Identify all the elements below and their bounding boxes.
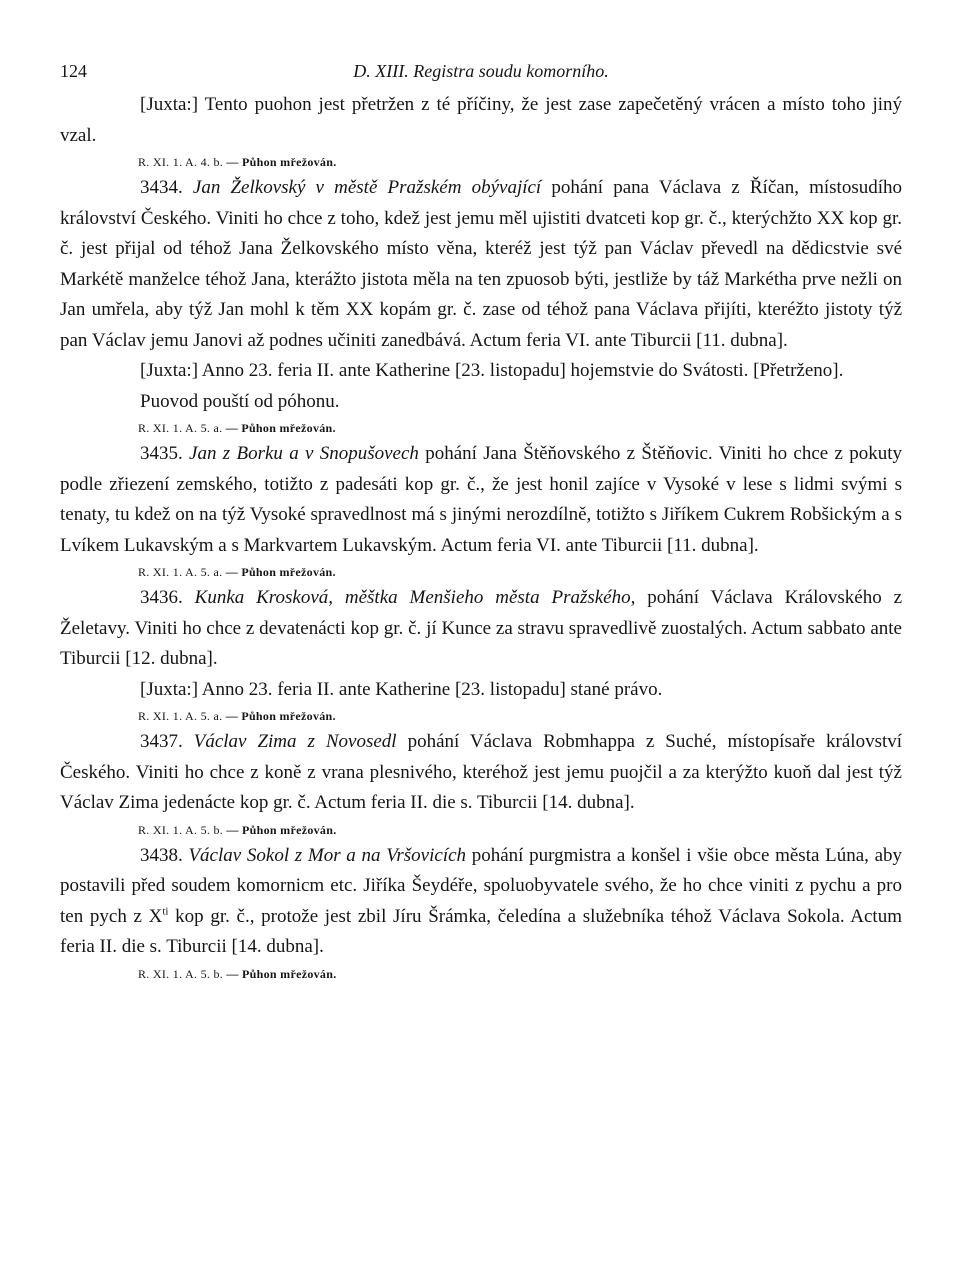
entry-text: pohání Václava Královského z Želetavy. Viniti ho chce z devatenácti kop gr. č. jí Kunce za stravu spravedlivě zuostalých. Actum sabbato ante Tiburcii [12. dubna]. bbox=[60, 587, 903, 669]
page-header bbox=[60, 56, 902, 90]
ref-siglum: R. XI. 1. A. 5. a. bbox=[138, 709, 223, 723]
archival-reference bbox=[60, 705, 902, 727]
entry-party: Kunka Krosková, měštka Menšieho města Pražského, bbox=[194, 587, 636, 608]
ref-siglum: R. XI. 1. A. 4. b. bbox=[138, 155, 224, 169]
entry-number: 3436. bbox=[140, 587, 183, 608]
entry-note: Puovod pouští od póhonu. bbox=[140, 390, 340, 412]
entry-party: Jan Želkovský v městě Pražském obývající bbox=[192, 177, 542, 198]
ref-note: — Půhon mřežován. bbox=[226, 822, 337, 837]
entry-party: Jan z Borku a v Snopušovech bbox=[189, 443, 419, 464]
entry-number: 3437. bbox=[140, 731, 183, 752]
archival-reference bbox=[60, 819, 902, 841]
entry-party: Václav Sokol z Mor a na Vršovicích bbox=[188, 844, 467, 866]
entry-text: pohání purgmistra a konšel i všie obce města Lúna, aby postavili před soudem komornicm etc. Jiříka Šeydéře, spoluobyvatele svého, že ho chce viniti z pychu a pro ten pych z X bbox=[60, 844, 903, 927]
document-page bbox=[60, 56, 902, 985]
entry-text: pohání Jana Štěňovského z Štěňovic. Viniti ho chce z pokuty podle zřiezení zemského, totižto z padesáti kop gr. č., že jest honil zajíce v Vysoké v lese s lidmi svými s tenaty, tu kdež on na týž Vysoké spravedlnost má s jinými nerozdílně, totižto s Jiříkem Cukrem Robšickým a s Lvíkem Lukavským a s Markvartem Lukavským. Actum feria VI. ante Tiburcii [11. dubna]. bbox=[60, 443, 902, 556]
running-title: D. XIII. Registra soudu komorního. bbox=[353, 61, 609, 81]
ref-note: — Půhon mřežován. bbox=[226, 966, 337, 981]
ref-note: — Půhon mřežován. bbox=[225, 709, 336, 723]
archival-reference bbox=[60, 963, 902, 985]
archival-reference bbox=[60, 417, 902, 439]
entry-3436 bbox=[60, 583, 902, 675]
entry-number: 3435. bbox=[140, 443, 183, 464]
ref-siglum: R. XI. 1. A. 5. b. bbox=[138, 822, 224, 837]
page-number: 124 bbox=[60, 61, 87, 81]
entry-number: 3438. bbox=[140, 844, 183, 866]
entry-number: 3434. bbox=[140, 177, 183, 198]
entry-3434 bbox=[60, 173, 902, 356]
ref-note: — Půhon mřežován. bbox=[225, 565, 336, 579]
ref-note: — Půhon mřežován. bbox=[226, 155, 337, 169]
ref-note: — Půhon mřežován. bbox=[225, 421, 336, 435]
ref-siglum: R. XI. 1. A. 5. a. bbox=[138, 565, 223, 579]
entry-3437 bbox=[60, 727, 902, 819]
intro-paragraph: [Juxta:] Tento puohon jest přetržen z té příčiny, že jest zase zapečetěný vrácen a místo toho jiný vzal. bbox=[60, 94, 902, 146]
ref-siglum: R. XI. 1. A. 5. a. bbox=[138, 421, 223, 435]
ref-siglum: R. XI. 1. A. 5. b. bbox=[138, 966, 224, 981]
archival-reference bbox=[60, 561, 902, 583]
entry-text-continued: kop gr. č., protože jest zbil Jíru Šrámka, čeledína a služebníka téhož Václava Sokola. Actum feria II. die s. Tiburcii [14. dubna]. bbox=[60, 905, 902, 957]
archival-reference bbox=[60, 151, 902, 173]
entry-text: pohání pana Václava z Říčan, místosudího království Českého. Viniti ho chce z toho, kdež jest jemu měl ujistiti dvatceti kop gr. č., kterýchžto XX kop gr. č. jest přijal od téhož Jana Želkovského místo věna, kteréž jest týž pan Václav převedl na dědicstvie své Markétě manželce téhož Jana, kterážto jistota měla na ten zpuosob býti, jestliže by táž Markétha prve nežli on Jan umřela, aby týž Jan mohl k těm XX kopám gr. č. zase od téhož pana Václava přijíti, kteréžto jistoty týž pan Václav jemu Janovi až podnes učiniti zanedbává. Actum feria VI. ante Tiburcii [11. dubna]. bbox=[60, 177, 903, 351]
entry-3438 bbox=[60, 841, 902, 963]
entry-note: [Juxta:] Anno 23. feria II. ante Katherine [23. listopadu] stané právo. bbox=[140, 678, 663, 700]
entry-3435 bbox=[60, 439, 902, 561]
entry-note: [Juxta:] Anno 23. feria II. ante Katherine [23. listopadu] hojemstvie do Svátosti. [Přetrženo]. bbox=[140, 360, 844, 381]
superscript: ti bbox=[162, 905, 169, 918]
entry-text: pohání Václava Robmhappa z Suché, místopísaře království Českého. Viniti ho chce z koně z vrana plesnivého, kteréhož jest jemu puojčil a za kterýžto kuoň dal jest týž Václav Zima jedenácte kop gr. č. Actum feria II. die s. Tiburcii [14. dubna]. bbox=[60, 731, 903, 813]
entry-party: Václav Zima z Novosedl bbox=[193, 731, 397, 752]
